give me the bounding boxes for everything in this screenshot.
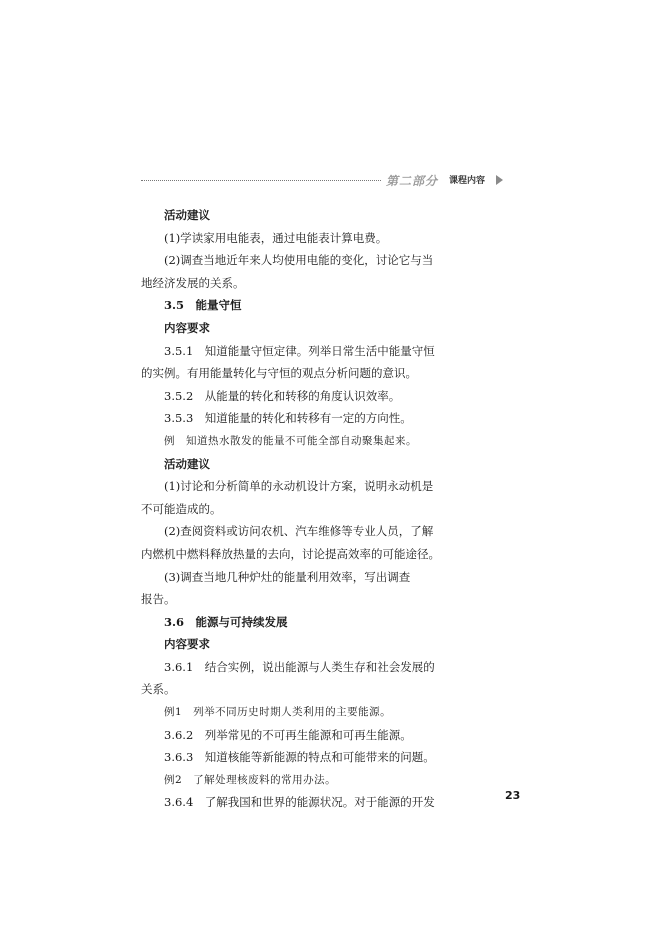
section-heading: 3.6 能源与可持续发展 [164, 614, 288, 629]
text-line: (1)讨论和分析简单的永动机设计方案，说明永动机是 [164, 479, 434, 494]
text-line: (2)调查当地近年来人均使用电能的变化，讨论它与当 [164, 253, 434, 268]
text-line: (1)学读家用电能表，通过电能表计算电费。 [164, 230, 388, 245]
text-line: 3.6.3 知道核能等新能源的特点和可能带来的问题。 [164, 750, 435, 765]
example-line: 例 知道热水散发的能量不可能全部自动聚集起来。 [164, 434, 417, 447]
section-heading: 活动建议 [164, 456, 210, 471]
section-title: 课程内容 [449, 176, 486, 186]
text-line: 内燃机中燃料释放热量的去向，讨论提高效率的可能途径。 [141, 546, 440, 561]
text-line: 的实例。有用能量转化与守恒的观点分析问题的意识。 [141, 366, 417, 381]
text-line: 3.5.1 知道能量守恒定律。列举日常生活中能量守恒 [164, 343, 435, 358]
text-line: 地经济发展的关系。 [141, 275, 245, 290]
header-dotted-rule [141, 180, 381, 181]
section-heading: 活动建议 [164, 208, 210, 222]
section-heading: 3.5 能量守恒 [164, 298, 242, 313]
triangle-right-icon [496, 175, 503, 185]
example-line: 例2 了解处理核废料的常用办法。 [164, 773, 337, 786]
text-line: (3)调查当地几种炉灶的能量利用效率，写出调查 [164, 569, 411, 584]
text-line: 3.5.3 知道能量的转化和转移有一定的方向性。 [164, 411, 412, 426]
text-line: 3.6.2 列举常见的不可再生能源和可再生能源。 [164, 727, 412, 742]
example-line: 例1 列举不同历史时期人类利用的主要能源。 [164, 706, 392, 719]
running-header [141, 172, 503, 188]
page-body [141, 204, 489, 814]
text-line: 3.6.1 结合实例，说出能源与人类生存和社会发展的 [164, 659, 435, 674]
text-line: (2)查阅资料或访问农机、汽车维修等专业人员，了解 [164, 524, 434, 539]
text-line: 不可能造成的。 [141, 501, 222, 516]
text-line: 报告。 [141, 592, 176, 607]
text-line: 关系。 [141, 682, 176, 697]
part-title: 第二部分 [386, 174, 439, 188]
text-line: 3.5.2 从能量的转化和转移的角度认识效率。 [164, 388, 401, 403]
section-heading: 内容要求 [164, 320, 210, 335]
page-number: 23 [505, 789, 521, 802]
section-heading: 内容要求 [164, 637, 210, 652]
text-line: 3.6.4 了解我国和世界的能源状况。对于能源的开发 [164, 795, 435, 810]
